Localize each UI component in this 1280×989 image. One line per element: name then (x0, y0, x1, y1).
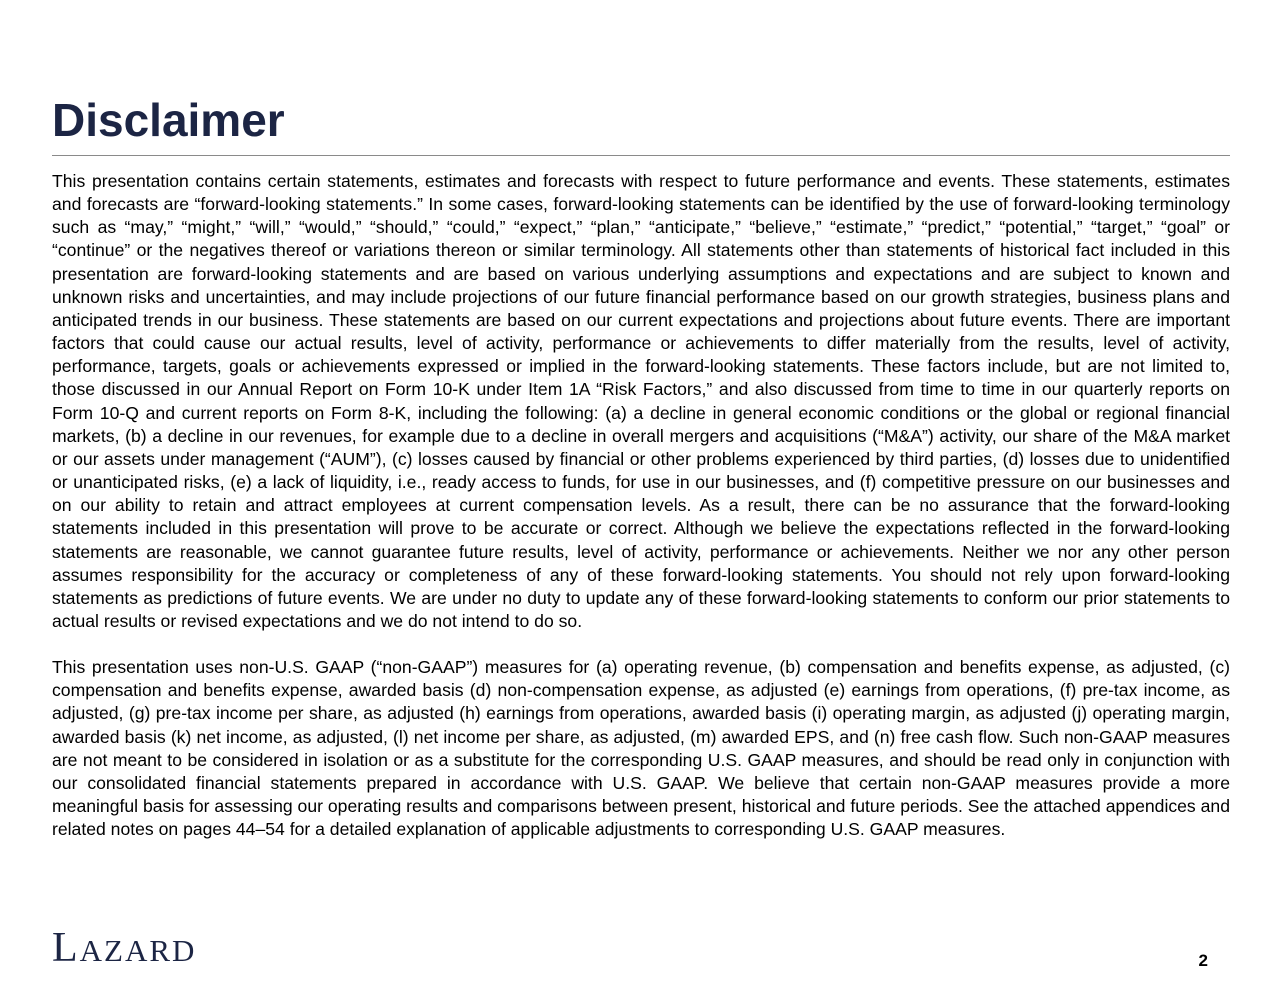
slide-title: Disclaimer (52, 94, 285, 146)
forward-looking-statements-paragraph: This presentation contains certain statements, estimates and forecasts with respect to future performance and events. These statements, estimates and forecasts are “forward-looking statements.” In some cases, forward-looking statements can be identified by the use of forward-looking terminology such as “may,” “might,” “will,” “would,” “should,” “could,” “expect,” “plan,” “anticipate,” “believe,” “estimate,” “predict,” “potential,” “target,” “goal” or “continue” or the negatives thereof or variations thereon or similar terminology. All statements other than statements of historical fact included in this presentation are forward-looking statements and are based on various underlying assumptions and expectations and are subject to known and unknown risks and uncertainties, and may include projections of our future financial performance based on our growth strategies, business plans and anticipated trends in our business. These statements are based on our current expectations and projections about future events. There are important factors that could cause our actual results, level of activity, performance or achievements to differ materially from the results, level of activity, performance, targets, goals or achievements expressed or implied in the forward-looking statements. These factors include, but are not limited to, those discussed in our Annual Report on Form 10-K under Item 1A “Risk Factors,” and also discussed from time to time in our quarterly reports on Form 10-Q and current reports on Form 8-K, including the following: (a) a decline in general economic conditions or the global or regional financial markets, (b) a decline in our revenues, for example due to a decline in overall mergers and acquisitions (“M&A”) activity, our share of the M&A market or our assets under management (“AUM”), (c) losses caused by financial or other problems experienced by third parties, (d) losses due to unidentified or unanticipated risks, (e) a lack of liquidity, i.e., ready access to funds, for use in our businesses, and (f) competitive pressure on our businesses and on our ability to retain and attract employees at current compensation levels. As a result, there can be no assurance that the forward-looking statements included in this presentation will prove to be accurate or correct. Although we believe the expectations reflected in the forward-looking statements are reasonable, we cannot guarantee future results, level of activity, performance or achievements. Neither we nor any other person assumes responsibility for the accuracy or completeness of any of these forward-looking statements. You should not rely upon forward-looking statements as predictions of future events. We are under no duty to update any of these forward-looking statements to conform our prior statements to actual results or revised expectations and we do not intend to do so. (52, 171, 1230, 631)
lazard-logo (52, 925, 196, 974)
non-gaap-measures-paragraph: This presentation uses non-U.S. GAAP (“non-GAAP”) measures for (a) operating revenue, (b) compensation and benefits expense, as adjusted, (c) compensation and benefits expense, awarded basis (d) non-compensation expense, as adjusted (e) earnings from operations, (f) pre-tax income, as adjusted, (g) pre-tax income per share, as adjusted (h) earnings from operations, awarded basis (i) operating margin, as adjusted (j) operating margin, awarded basis (k) net income, as adjusted, (l) net income per share, as adjusted, (m) awarded EPS, and (n) free cash flow. Such non-GAAP measures are not meant to be considered in isolation or as a substitute for the corresponding U.S. GAAP measures, and should be read only in conjunction with our consolidated financial statements prepared in accordance with U.S. GAAP. We believe that certain non-GAAP measures provide a more meaningful basis for assessing our operating results and comparisons between present, historical and future periods. See the attached appendices and related notes on pages 44–54 for a detailed explanation of applicable adjustments to corresponding U.S. GAAP measures. (52, 657, 1230, 840)
logo-initial: L (52, 925, 80, 971)
page-number: 2 (1198, 951, 1208, 970)
disclaimer-body (52, 170, 1230, 841)
logo-rest: AZARD (79, 933, 197, 968)
title-divider (52, 155, 1230, 156)
